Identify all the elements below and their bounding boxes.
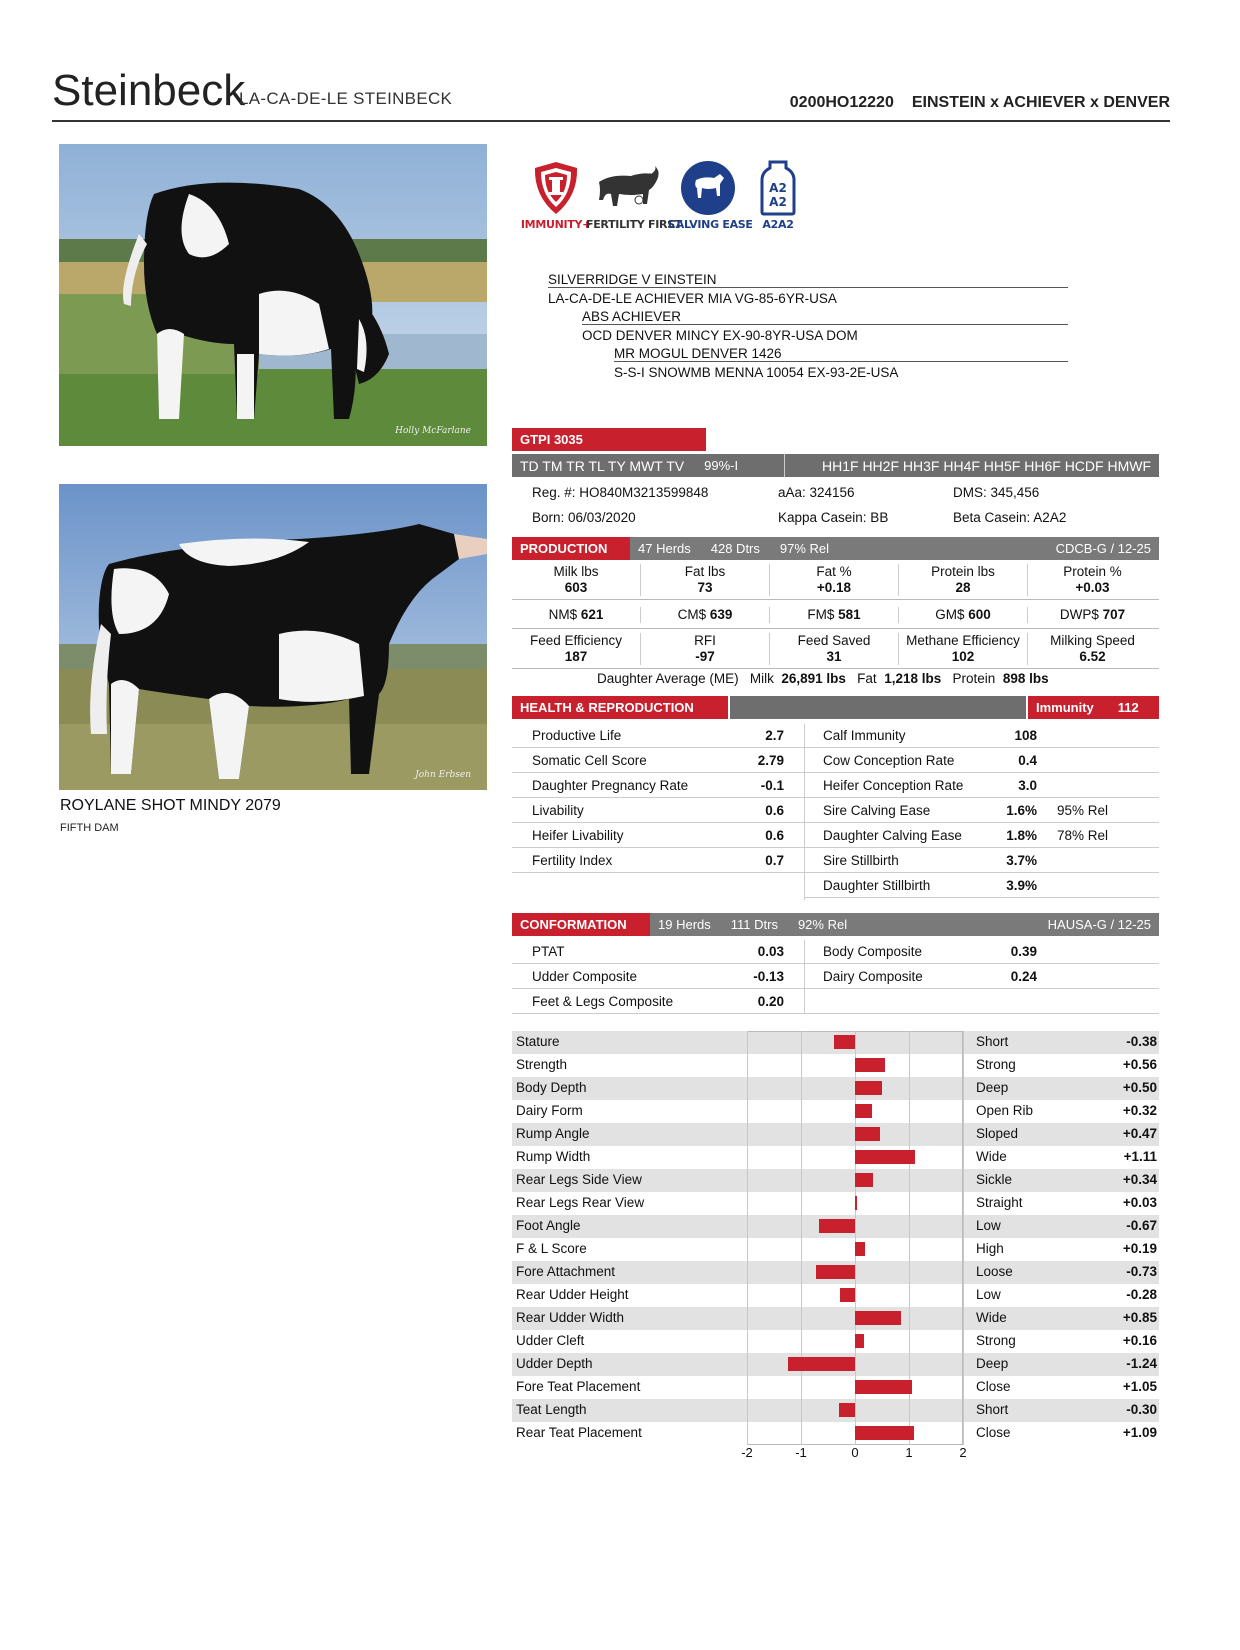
- linear-trait-value: +0.19: [1122, 1241, 1157, 1256]
- conformation-bar: [512, 913, 1159, 936]
- chart-tick-label: 2: [959, 1445, 967, 1460]
- chart-bar: [855, 1311, 901, 1325]
- gtpi-rel: 99%-I: [704, 458, 739, 473]
- page-header: [52, 62, 1170, 122]
- health-trait-label: Calf Immunity: [823, 728, 906, 743]
- linear-trait-value: +0.32: [1122, 1103, 1157, 1118]
- health-trait-value: 2.79: [757, 753, 784, 768]
- health-row: [805, 749, 1159, 773]
- badge-a2a2-label: A2A2: [762, 218, 794, 231]
- chart-tick-label: 0: [851, 1445, 859, 1460]
- health-trait-label: Heifer Livability: [532, 828, 624, 843]
- linear-trait-value: +1.11: [1123, 1149, 1157, 1164]
- header-right: [772, 94, 1170, 112]
- composite-row: [805, 965, 1159, 989]
- health-trait-value: 0.7: [765, 853, 784, 868]
- linear-trait-descriptor: Short: [976, 1034, 1009, 1049]
- linear-trait-descriptor: Deep: [976, 1080, 1009, 1095]
- badge-a2a2: [738, 160, 818, 231]
- linear-trait-descriptor: Sickle: [976, 1172, 1013, 1187]
- pedigree-mgs: ABS ACHIEVER: [582, 309, 1068, 325]
- production-rel: 97% Rel: [779, 541, 830, 556]
- health-trait-value: -0.1: [760, 778, 784, 793]
- chart-bar: [855, 1196, 857, 1210]
- health-row: [805, 824, 1159, 848]
- pedigree-3rd-dam: S-S-I SNOWMB MENNA 10054 EX-93-2E-USA: [614, 365, 899, 380]
- chart-bar: [816, 1265, 855, 1279]
- bull-registered-name: LA-CA-DE-LE STEINBECK: [239, 89, 453, 108]
- health-row: [512, 849, 804, 873]
- chart-bar: [834, 1035, 855, 1049]
- linear-trait-name: Rump Width: [516, 1149, 591, 1164]
- health-title: HEALTH & REPRODUCTION: [520, 700, 694, 715]
- linear-trait-name: Teat Length: [516, 1402, 587, 1417]
- composite-row: [512, 990, 804, 1014]
- stat-cell: Milk lbs 603: [512, 564, 641, 596]
- kappa-casein: Kappa Casein: BB: [778, 510, 889, 525]
- composite-value: 0.03: [757, 944, 784, 959]
- birth-date: Born: 06/03/2020: [532, 510, 636, 525]
- stat-cell: Fat % +0.18: [770, 564, 899, 596]
- stat-cell: Methane Efficiency 102: [899, 633, 1028, 665]
- dam-photo: [59, 484, 487, 790]
- linear-trait-descriptor: Straight: [976, 1195, 1023, 1210]
- index-cell: CM$ 639: [641, 607, 770, 623]
- linear-trait-value: -1.24: [1126, 1356, 1157, 1371]
- conformation-herds: 19 Herds: [658, 917, 711, 932]
- bull-photo: [59, 144, 487, 446]
- health-row: [805, 849, 1159, 873]
- linear-trait-descriptor: Strong: [976, 1057, 1016, 1072]
- daughter-average: Daughter Average (ME) Milk 26,891 lbs Fat 1,218 lbs Protein 898 lbs: [597, 671, 1049, 686]
- composite-value: 0.24: [1010, 969, 1037, 984]
- linear-trait-name: Fore Attachment: [516, 1264, 616, 1279]
- composite-value: 0.39: [1010, 944, 1037, 959]
- linear-trait-value: -0.28: [1126, 1287, 1157, 1302]
- health-row: [512, 724, 804, 748]
- dam-label: FIFTH DAM: [60, 822, 119, 834]
- chart-tick-label: 1: [905, 1445, 913, 1460]
- health-trait-value: 108: [1014, 728, 1037, 743]
- composite-label: Feet & Legs Composite: [532, 994, 674, 1009]
- composite-row: [512, 940, 804, 964]
- health-trait-label: Fertility Index: [532, 853, 613, 868]
- photo-credit-top: Holly McFarlane: [395, 426, 471, 436]
- production-row-2: [512, 607, 1157, 623]
- health-bar: [512, 696, 1159, 719]
- linear-trait-value: +0.16: [1122, 1333, 1157, 1348]
- reg-number: Reg. #: HO840M3213599848: [532, 485, 709, 500]
- health-row: [805, 724, 1159, 748]
- health-trait-rel: 78% Rel: [1057, 828, 1109, 843]
- stat-cell: RFI -97: [641, 633, 770, 665]
- linear-trait-name: F & L Score: [516, 1241, 587, 1256]
- conformation-source: HAUSA-G / 12-25: [1047, 917, 1151, 932]
- health-trait-label: Cow Conception Rate: [823, 753, 955, 768]
- gtpi-label: GTPI 3035: [520, 432, 583, 447]
- naab-code: 0200HO12220: [789, 94, 894, 111]
- chart-gridline: [747, 1031, 748, 1445]
- linear-trait-descriptor: Deep: [976, 1356, 1009, 1371]
- composite-label: PTAT: [532, 944, 565, 959]
- beta-casein: Beta Casein: A2A2: [953, 510, 1067, 525]
- health-trait-value: 3.9%: [1006, 878, 1037, 893]
- production-source: CDCB-G / 12-25: [1055, 541, 1151, 556]
- linear-trait-value: +1.05: [1122, 1379, 1157, 1394]
- gtpi-bar: [512, 428, 706, 451]
- haplotypes: HH1F HH2F HH3F HH4F HH5F HH6F HCDF HMWF: [822, 457, 1151, 474]
- linear-trait-name: Foot Angle: [516, 1218, 581, 1233]
- health-trait-label: Sire Stillbirth: [823, 853, 899, 868]
- chart-gridline: [801, 1031, 802, 1445]
- chart-tick-label: -1: [795, 1445, 807, 1460]
- conformation-rel: 92% Rel: [797, 917, 848, 932]
- chart-bar: [855, 1173, 873, 1187]
- linear-trait-name: Rear Udder Height: [516, 1287, 629, 1302]
- health-row: [805, 799, 1159, 823]
- health-trait-label: Livability: [532, 803, 584, 818]
- chart-bar: [855, 1127, 880, 1141]
- linear-trait-name: Stature: [516, 1034, 560, 1049]
- badge-immunity: [516, 160, 596, 231]
- immunity-value: 112: [1117, 700, 1139, 715]
- health-trait-label: Productive Life: [532, 728, 622, 743]
- linear-trait-value: +0.56: [1122, 1057, 1157, 1072]
- chart-bar: [839, 1403, 855, 1417]
- health-trait-value: 1.6%: [1006, 803, 1037, 818]
- linear-trait-value: +0.47: [1122, 1126, 1157, 1141]
- health-trait-rel: 95% Rel: [1057, 803, 1109, 818]
- health-trait-value: 0.6: [765, 803, 784, 818]
- linear-trait-value: +0.03: [1122, 1195, 1157, 1210]
- linear-trait-descriptor: High: [976, 1241, 1004, 1256]
- health-trait-label: Daughter Pregnancy Rate: [532, 778, 689, 793]
- linear-trait-value: -0.30: [1126, 1402, 1157, 1417]
- badge-calving-label: CALVING EASE: [668, 218, 753, 231]
- production-row-3: [512, 633, 1157, 665]
- composite-value: 0.20: [757, 994, 784, 1009]
- svg-text:A2: A2: [769, 195, 787, 209]
- calf-icon: [680, 160, 736, 216]
- production-title: PRODUCTION: [520, 541, 608, 556]
- stat-cell: Milking Speed 6.52: [1050, 633, 1135, 664]
- health-trait-value: 0.4: [1018, 753, 1037, 768]
- gtpi-traits: TD TM TR TL TY MWT TV: [520, 457, 685, 474]
- health-trait-value: 3.7%: [1006, 853, 1037, 868]
- composite-row-empty: [805, 990, 1159, 1014]
- chart-bar: [788, 1357, 855, 1371]
- health-trait-label: Sire Calving Ease: [823, 803, 931, 818]
- health-trait-label: Somatic Cell Score: [532, 753, 647, 768]
- stat-cell: Feed Saved 31: [770, 633, 899, 665]
- linear-trait-descriptor: Sloped: [976, 1126, 1019, 1141]
- chart-bar: [840, 1288, 855, 1302]
- composite-label: Body Composite: [823, 944, 923, 959]
- chart-bar: [855, 1081, 882, 1095]
- production-dtrs: 428 Dtrs: [710, 541, 760, 556]
- chart-bar: [855, 1334, 864, 1348]
- chart-bar: [855, 1380, 912, 1394]
- linear-trait-descriptor: Loose: [976, 1264, 1013, 1279]
- linear-trait-descriptor: Low: [976, 1218, 1001, 1233]
- badge-fertility: [586, 160, 683, 231]
- production-bar: [512, 537, 1159, 560]
- linear-trait-value: -0.38: [1126, 1034, 1157, 1049]
- stat-cell: Protein % +0.03: [1063, 564, 1122, 595]
- linear-trait-name: Dairy Form: [516, 1103, 583, 1118]
- chart-bar: [855, 1426, 914, 1440]
- health-row: [805, 874, 1159, 898]
- health-trait-label: Heifer Conception Rate: [823, 778, 964, 793]
- production-herds: 47 Herds: [638, 541, 691, 556]
- linear-trait-name: Strength: [516, 1057, 568, 1072]
- linear-trait-descriptor: Wide: [976, 1310, 1007, 1325]
- chart-tick-label: -2: [741, 1445, 753, 1460]
- dms-code: DMS: 345,456: [953, 485, 1040, 500]
- chart-bar: [855, 1150, 915, 1164]
- linear-trait-descriptor: Close: [976, 1425, 1011, 1440]
- linear-trait-descriptor: Low: [976, 1287, 1001, 1302]
- pedigree-mggs: MR MOGUL DENVER 1426: [614, 346, 1068, 362]
- chart-bar: [819, 1219, 855, 1233]
- linear-trait-descriptor: Wide: [976, 1149, 1007, 1164]
- health-trait-value: 2.7: [765, 728, 784, 743]
- linear-trait-name: Rump Angle: [516, 1126, 590, 1141]
- divider: [784, 454, 785, 477]
- health-row: [512, 749, 804, 773]
- linear-trait-name: Udder Depth: [516, 1356, 593, 1371]
- chart-gridline: [963, 1031, 964, 1445]
- index-cell: FM$ 581: [770, 607, 899, 623]
- health-trait-label: Daughter Stillbirth: [823, 878, 931, 893]
- chart-bar: [855, 1242, 865, 1256]
- composite-row: [512, 965, 804, 989]
- composite-label: Dairy Composite: [823, 969, 923, 984]
- dam-name: ROYLANE SHOT MINDY 2079: [60, 797, 281, 814]
- health-row: [512, 824, 804, 848]
- health-trait-value: 1.8%: [1006, 828, 1037, 843]
- health-row: [512, 774, 804, 798]
- trait-badges: [516, 160, 816, 250]
- linear-trait-name: Rear Legs Side View: [516, 1172, 642, 1187]
- badge-fertility-label: FERTILITY FIRST: [586, 218, 683, 231]
- linear-trait-value: +0.34: [1122, 1172, 1157, 1187]
- linear-trait-value: +0.85: [1122, 1310, 1157, 1325]
- linear-trait-name: Rear Teat Placement: [516, 1425, 642, 1440]
- badge-calving: [668, 160, 753, 231]
- pedigree-dam: LA-CA-DE-LE ACHIEVER MIA VG-85-6YR-USA: [548, 291, 837, 306]
- photo-credit-bottom: John Erbsen: [415, 770, 471, 780]
- linear-trait-value: +0.50: [1122, 1080, 1157, 1095]
- linear-trait-name: Body Depth: [516, 1080, 587, 1095]
- linear-trait-descriptor: Strong: [976, 1333, 1016, 1348]
- badge-immunity-label: IMMUNITY+: [520, 218, 592, 231]
- immunity-label: Immunity: [1036, 700, 1094, 715]
- pedigree-short: EINSTEIN x ACHIEVER x DENVER: [911, 94, 1170, 111]
- stat-cell: Fat lbs 73: [641, 564, 770, 596]
- linear-trait-value: -0.73: [1126, 1264, 1157, 1279]
- linear-trait-descriptor: Short: [976, 1402, 1009, 1417]
- health-trait-label: Daughter Calving Ease: [823, 828, 962, 843]
- linear-trait-name: Rear Legs Rear View: [516, 1195, 645, 1210]
- linear-trait-value: +1.09: [1122, 1425, 1157, 1440]
- health-row: [805, 774, 1159, 798]
- chart-bar: [855, 1058, 885, 1072]
- health-trait-value: 3.0: [1018, 778, 1037, 793]
- milk-bottle-icon: [758, 160, 798, 216]
- pedigree-2nd-dam: OCD DENVER MINCY EX-90-8YR-USA DOM: [582, 328, 858, 343]
- production-row-1: [512, 564, 1157, 596]
- bull-short-name: Steinbeck: [52, 66, 246, 115]
- linear-trait-descriptor: Open Rib: [976, 1103, 1034, 1118]
- health-trait-value: 0.6: [765, 828, 784, 843]
- health-row: [512, 799, 804, 823]
- composite-row: [805, 940, 1159, 964]
- composite-value: -0.13: [753, 969, 784, 984]
- stat-cell: Feed Efficiency 187: [512, 633, 641, 665]
- conformation-title: CONFORMATION: [520, 917, 627, 932]
- linear-trait-descriptor: Close: [976, 1379, 1011, 1394]
- stat-cell: Protein lbs 28: [899, 564, 1028, 596]
- index-cell: GM$ 600: [899, 607, 1028, 623]
- aaa-code: aAa: 324156: [778, 485, 855, 500]
- chart-bar: [855, 1104, 872, 1118]
- linear-trait-value: -0.67: [1126, 1218, 1157, 1233]
- immunity-shield-icon: [531, 160, 581, 216]
- conformation-dtrs: 111 Dtrs: [730, 917, 778, 932]
- svg-text:A2: A2: [769, 181, 787, 195]
- bull-icon: [591, 160, 661, 216]
- composite-label: Udder Composite: [532, 969, 638, 984]
- genetic-status-bar: [512, 454, 1159, 477]
- pedigree-sire: SILVERRIDGE V EINSTEIN: [548, 272, 1068, 288]
- linear-trait-name: Rear Udder Width: [516, 1310, 625, 1325]
- linear-trait-name: Udder Cleft: [516, 1333, 585, 1348]
- linear-trait-name: Fore Teat Placement: [516, 1379, 641, 1394]
- index-cell: NM$ 621: [512, 607, 641, 623]
- index-cell: DWP$ 707: [1059, 607, 1126, 622]
